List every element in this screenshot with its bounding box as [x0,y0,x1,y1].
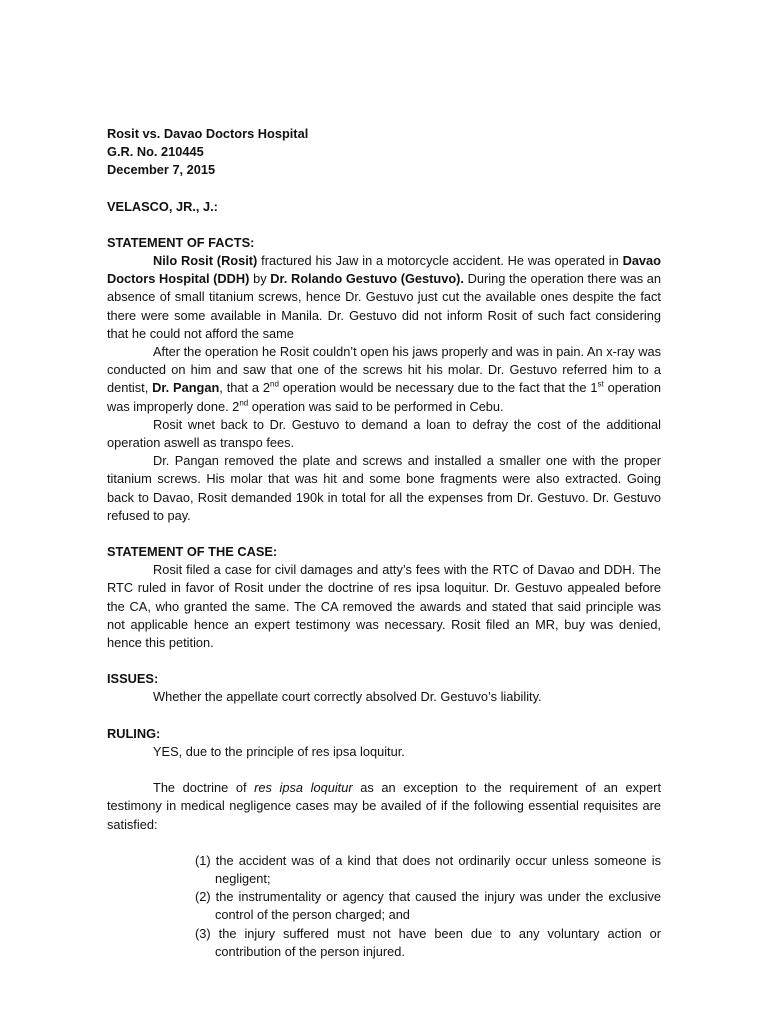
party-ddh: Davao Doctors Hospital (DDH) [107,253,661,287]
list-item: (2) the instrumentality or agency that caused the injury was under the exclusive control of the person charged; and [195,889,661,923]
party-gestuvo: Dr. Rolando Gestuvo (Gestuvo). [270,271,464,287]
ruling-paragraph-2: The doctrine of res ipsa loquitur as an exception to the requirement of an expert testimony in medical negligence cases may be availed of if the following essential requisites are satisfied: [107,780,662,832]
party-rosit: Nilo Rosit (Rosit) [153,253,258,269]
facts-paragraph-1: Nilo Rosit (Rosit) fractured his Jaw in a motorcycle accident. He was operated in Davao Doctors Hospital (DDH) by Dr. Rolando Gestuvo (Gestuvo). During the operation there was an absence of small titanium screws, hence Dr. Gestuvo just cut the available ones despite the fact there were some available in Manila. Dr. Gestuvo did not inform Rosit of such fact considering that he could not afford the same [107,253,661,341]
facts-paragraph-3: Rosit wnet back to Dr. Gestuvo to demand a loan to defray the cost of the additional operation aswell as transpo fees. [107,416,661,451]
party-pangan: Dr. Pangan [152,380,220,396]
facts-paragraph-2: After the operation he Rosit couldn’t open his jaws properly and was in pain. An x-ray was conducted on him and saw that one of the screws hit his molar. Dr. Gestuvo referred him to a dentist, Dr. Pangan, that a 2nd operation would be necessary due to the fact that the 1st operation was improperly done. 2nd operation was said to be performed in Cebu. [107,344,661,414]
ruling-paragraph-1: YES, due to the principle of res ipsa loquitur. [153,743,405,759]
ponente: VELASCO, JR., J.: [107,198,218,214]
list-item: (1) the accident was of a kind that does not ordinarily occur unless someone is negligent; [195,852,661,886]
gr-number: G.R. No. 210445 [107,144,204,160]
list-item: (3) the injury suffered must not have been due to any voluntary action or contribution of the person injured. [195,925,661,959]
res-ipsa-term: res ipsa loquitur [254,780,353,796]
case-title: Rosit vs. Davao Doctors Hospital [107,126,309,141]
decision-date: December 7, 2015 [107,162,216,178]
requisites-list [107,852,661,961]
issues-paragraph-1: Whether the appellate court correctly absolved Dr. Gestuvo’s liability. [153,689,542,705]
document-body [107,125,661,961]
case-paragraph-1: Rosit filed a case for civil damages and atty’s fees with the RTC of Davao and DDH. The RTC ruled in favor of Rosit under the doctrine of res ipsa loquitur. Dr. Gestuvo appealed before the CA, who granted the same. The CA removed the awards and stated that said principle was not applicable hence an expert testimony was necessary. Rosit filed an MR, buy was denied, hence this petition. [107,562,661,651]
case-heading: STATEMENT OF THE CASE: [107,544,278,560]
ruling-heading: RULING: [107,725,161,741]
issues-heading: ISSUES: [107,671,159,687]
facts-heading: STATEMENT OF FACTS: [107,234,255,250]
facts-paragraph-4: Dr. Pangan removed the plate and screws and installed a smaller one with the proper titanium screws. His molar that was hit and some bone fragments were also extracted. Going back to Davao, Rosit demanded 190k in total for all the expenses from Dr. Gestuvo. Dr. Gestuvo refused to pay. [107,453,661,523]
